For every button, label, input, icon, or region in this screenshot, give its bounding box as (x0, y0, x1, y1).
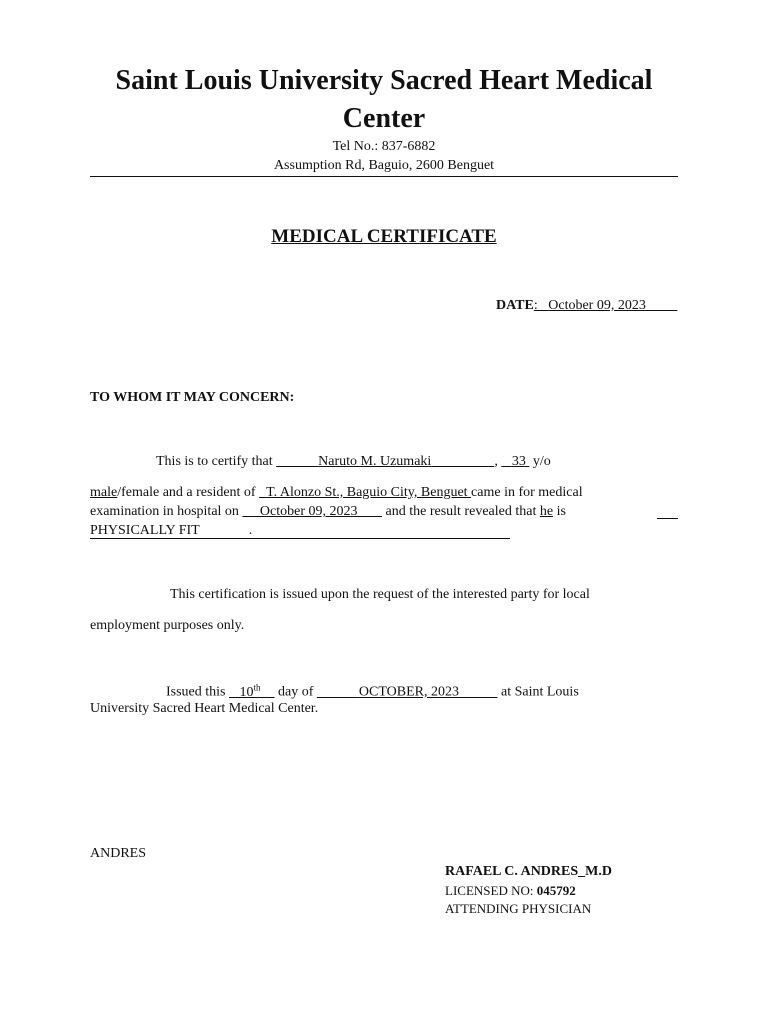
date-label: DATE (496, 298, 534, 313)
issued-day: 10 (239, 684, 254, 700)
issued-line (166, 682, 579, 701)
sex-rest: /female and a resident of (117, 485, 256, 500)
hospital-tel: Tel No.: 837-6882 (332, 139, 436, 154)
exam-date: October 09, 2023 (259, 504, 358, 519)
license-line (445, 883, 576, 899)
patient-age: 33 (511, 454, 526, 469)
exam-line (90, 504, 566, 520)
header-divider (90, 176, 678, 177)
hospital-address: Assumption Rd, Baguio, 2600 Benguet (273, 158, 495, 173)
day-of-text: day of (278, 684, 314, 700)
date-value: October 09, 2023 (548, 298, 646, 313)
is-text: is (556, 504, 566, 519)
issued-location: University Sacred Heart Medical Center. (90, 701, 319, 716)
issued-prefix: Issued this (166, 684, 226, 700)
purpose-line-1: This certification is issued upon the request of the interested party for local (170, 587, 590, 602)
certificate-title: MEDICAL CERTIFICATE (271, 226, 497, 247)
salutation: TO WHOM IT MAY CONCERN: (90, 390, 295, 405)
physician-title: ATTENDING PHYSICIAN (445, 901, 592, 916)
at-text: at Saint Louis (501, 684, 579, 700)
patient-name: Naruto M. Uzumaki (318, 454, 432, 469)
hospital-name: Saint Louis University Sacred Heart Medical Center (115, 65, 653, 134)
result-text: and the result revealed that (385, 504, 537, 519)
certify-intro: This is to certify that (156, 454, 273, 469)
physician-name: RAFAEL C. ANDRES_M.D (445, 864, 612, 879)
age-unit: y/o (532, 454, 551, 469)
exam-text: examination in hospital on (90, 504, 239, 519)
result-value: PHYSICALLY FIT (90, 523, 200, 538)
certify-line: This is to certify that Naruto M. Uzumaki , 33 y/o (156, 454, 551, 469)
residence-line (90, 485, 583, 501)
sex-selected: male (90, 485, 118, 500)
pronoun: he (539, 504, 554, 519)
result-line: PHYSICALLY FIT . (90, 523, 510, 539)
license-label: LICENSED NO: (445, 883, 534, 898)
came-in-text: came in for medical (471, 485, 583, 500)
license-number: 045792 (536, 883, 576, 898)
purpose-line-2: employment purposes only. (90, 618, 245, 633)
residence: T. Alonzo St., Baguio City, Benguet (266, 485, 468, 500)
signature: ANDRES (90, 846, 147, 861)
issued-month-year: OCTOBER, 2023 (358, 684, 459, 700)
result-blank-start (657, 504, 678, 519)
issued-day-suffix: th (253, 682, 261, 692)
date-line: DATE: October 09, 2023 (496, 298, 646, 313)
